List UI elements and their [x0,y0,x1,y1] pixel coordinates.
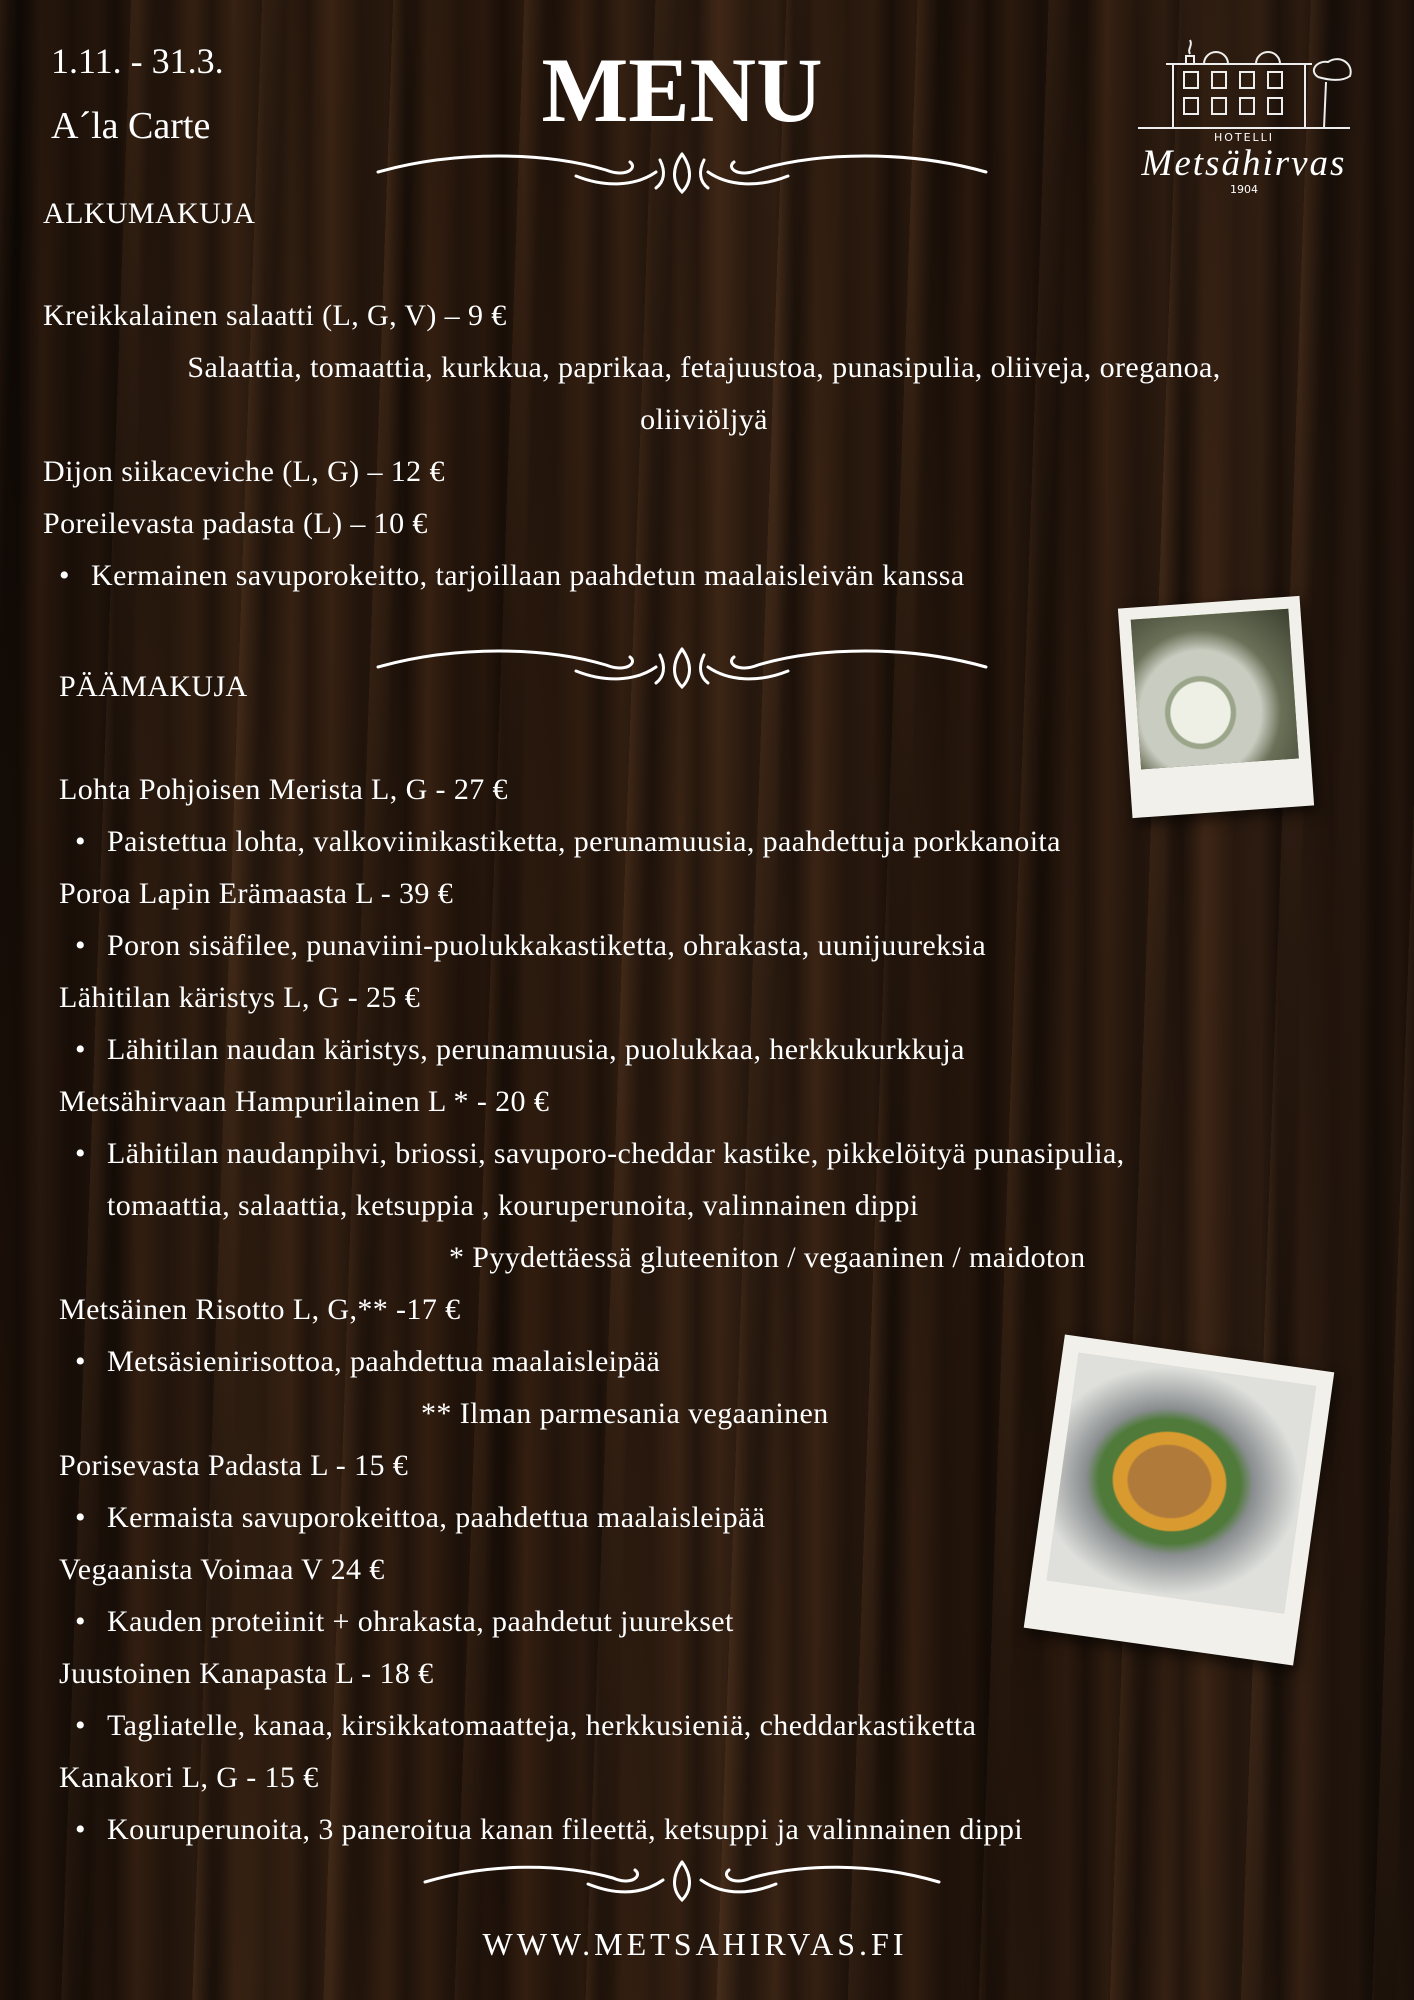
menu-item-name: Kanakori L, G - 15 € [59,1761,319,1794]
menu-item-name: Lähitilan käristys L, G - 25 € [59,981,421,1014]
menu-item-name: Vegaanista Voimaa V 24 € [59,1553,385,1586]
menu-item-name: Lohta Pohjoisen Merista L, G - 27 € [59,773,508,806]
menu-item-name: Poreilevasta padasta (L) – 10 € [43,507,428,540]
logo-name: Metsähirvas [1141,143,1347,184]
season-dates: 1.11. - 31.3. [51,41,224,81]
starters-heading: ALKUMAKUJA [43,197,256,230]
menu-item-desc: • Lähitilan naudan käristys, perunamuusia, puolukkaa, herkkukurkkuja [59,1024,1399,1076]
menu-item-desc: • Metsäsienirisottoa, paahdettua maalaisleipää [59,1336,1399,1388]
menu-item-desc: • Kauden proteiinit + ohrakasta, paahdetut juurekset [59,1596,1399,1648]
menu-subtitle: A´la Carte [51,105,211,147]
menu-item-name: Dijon siikaceviche (L, G) – 12 € [43,455,445,488]
hotel-building-icon [1128,32,1360,132]
website-link[interactable]: WWW.METSAHIRVAS.FI [482,1926,908,1962]
mains-heading: PÄÄMAKUJA [59,670,248,703]
logo-year: 1904 [1230,183,1258,196]
page-title: MENU [541,39,823,141]
menu-item-desc: tomaattia, salaattia, ketsuppia , kouruperunoita, valinnainen dippi [107,1189,919,1222]
menu-item-name: Porisevasta Padasta L - 15 € [59,1449,409,1482]
mains-list [59,764,1399,1856]
logo-hotelli: HOTELLI [1213,131,1275,144]
menu-item-name: Poroa Lapin Erämaasta L - 39 € [59,877,454,910]
menu-note: * Pyydettäessä gluteeniton / vegaaninen / maidoton [449,1241,1086,1274]
menu-item-name: Juustoinen Kanapasta L - 18 € [59,1657,434,1690]
menu-item-name: Kreikkalainen salaatti (L, G, V) – 9 € [43,299,507,332]
menu-item-name: Metsähirvaan Hampurilainen L * - 20 € [59,1085,550,1118]
hotel-logo [1128,40,1360,196]
ornament-divider [376,643,988,691]
menu-note: ** Ilman parmesania vegaaninen [421,1397,829,1430]
menu-item-desc: • Kouruperunoita, 3 paneroitua kanan fileettä, ketsuppi ja valinnainen dippi [59,1804,1399,1856]
ornament-divider [423,1858,941,1902]
menu-item-desc: Salaattia, tomaattia, kurkkua, paprikaa, fetajuustoa, punasipulia, oliiveja, oreganoa, [187,351,1221,384]
menu-item-desc: • Paistettua lohta, valkoviinikastiketta, perunamuusia, paahdettuja porkkanoita [59,816,1399,868]
menu-item-name: Metsäinen Risotto L, G,** -17 € [59,1293,461,1326]
photo-chicken-basket [1024,1335,1335,1666]
menu-item-desc: oliiviöljyä [640,403,768,436]
menu-item-desc: • Tagliatelle, kanaa, kirsikkatomaatteja, herkkusieniä, cheddarkastiketta [59,1700,1399,1752]
menu-item-desc: • Kermainen savuporokeitto, tarjoillaan paahdetun maalaisleivän kanssa [43,550,1403,602]
starters-list [43,290,1403,602]
menu-item-desc: • Kermaista savuporokeittoa, paahdettua maalaisleipää [59,1492,1399,1544]
menu-item-desc: • Lähitilan naudanpihvi, briossi, savuporo-cheddar kastike, pikkelöityä punasipulia, [59,1128,1399,1180]
menu-item-desc: • Poron sisäfilee, punaviini-puolukkakastiketta, ohrakasta, uunijuureksia [59,920,1399,972]
ornament-divider [376,148,988,196]
